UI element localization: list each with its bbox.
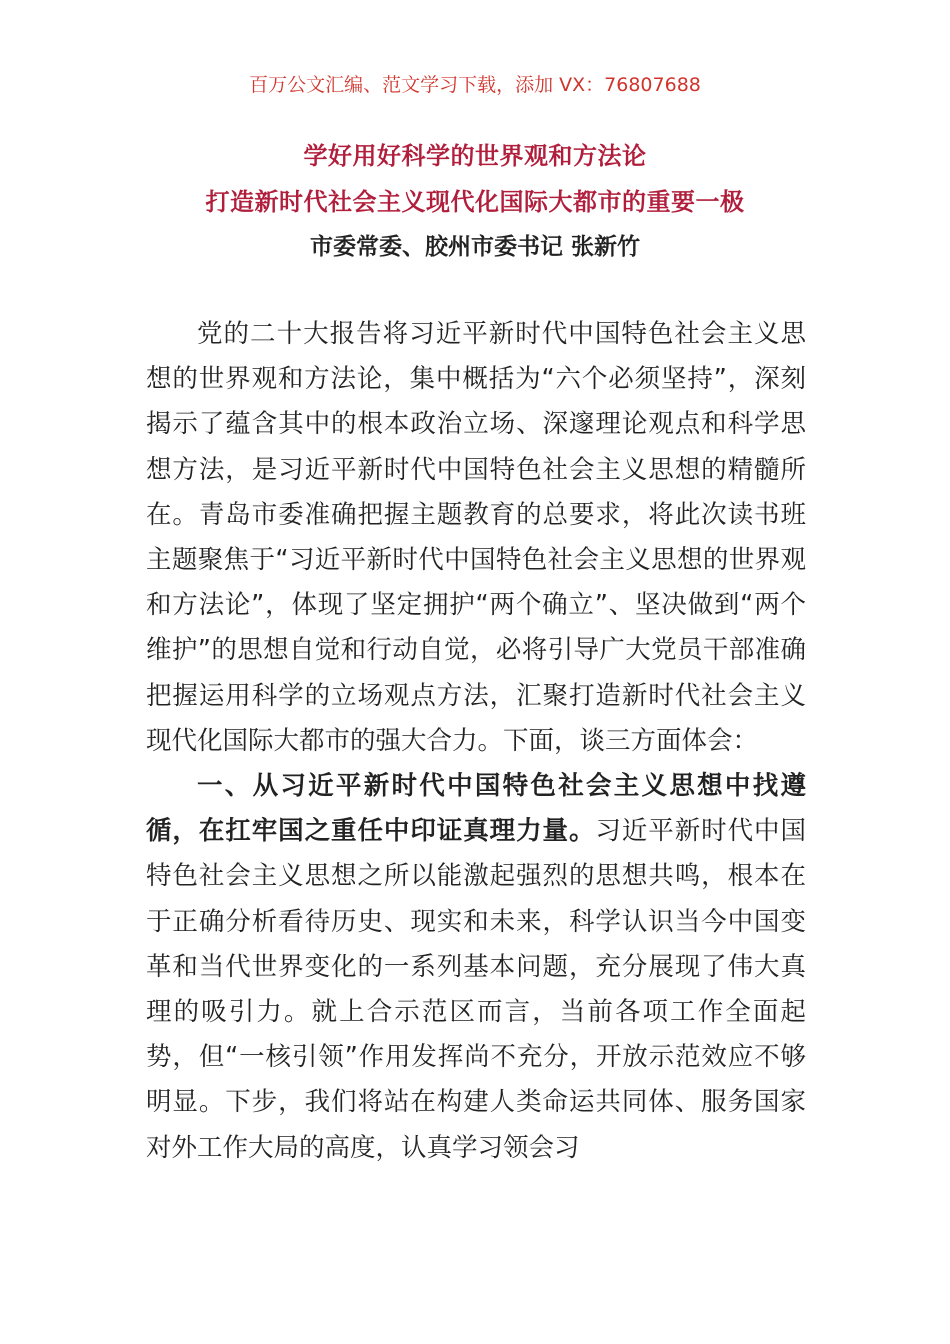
document-title-line1: 学好用好科学的世界观和方法论 [303, 142, 647, 170]
document-body [146, 312, 806, 1171]
paragraph-intro: 党的二十大报告将习近平新时代中国特色社会主义思想的世界观和方法论，集中概括为“六个必须坚持”，深刻揭示了蕴含其中的根本政治立场、深邃理论观点和科学思想方法，是习近平新时代中国特色社会主义思想的精髓所在。青岛市委准确把握主题教育的总要求，将此次读书班主题聚焦于“习近平新时代中国特色社会主义思想的世界观和方法论”，体现了坚定拥护“两个确立”、坚决做到“两个维护”的思想自觉和行动自觉，必将引导广大党员干部准确把握运用科学的立场观点方法，汇聚打造新时代社会主义现代化国际大都市的强大合力。下面，谈三方面体会： [146, 319, 806, 756]
section-one-text: 习近平新时代中国特色社会主义思想之所以能激起强烈的思想共鸣，根本在于正确分析看待历史、现实和未来，科学认识当今中国变革和当代世界变化的一系列基本问题，充分展现了伟大真理的吸引力。就上合示范区而言，当前各项工作全面起势，但“一核引领”作用发挥尚不充分，开放示范效应不够明显。下步，我们将站在构建人类命运共同体、服务国家对外工作大局的高度，认真学习领会习 [146, 816, 806, 1163]
document-title-line2: 打造新时代社会主义现代化国际大都市的重要一极 [205, 188, 745, 216]
watermark-banner: 百万公文汇编、范文学习下载，添加 VX：76807688 [249, 74, 701, 96]
author-byline: 市委常委、胶州市委书记 张新竹 [309, 234, 640, 260]
section-one-heading: 一、从习近平新时代中国特色社会主义思想中找遵循，在扛牢国之重任中印证真理力量。 [146, 771, 806, 847]
paragraph-section-one [146, 764, 806, 1171]
